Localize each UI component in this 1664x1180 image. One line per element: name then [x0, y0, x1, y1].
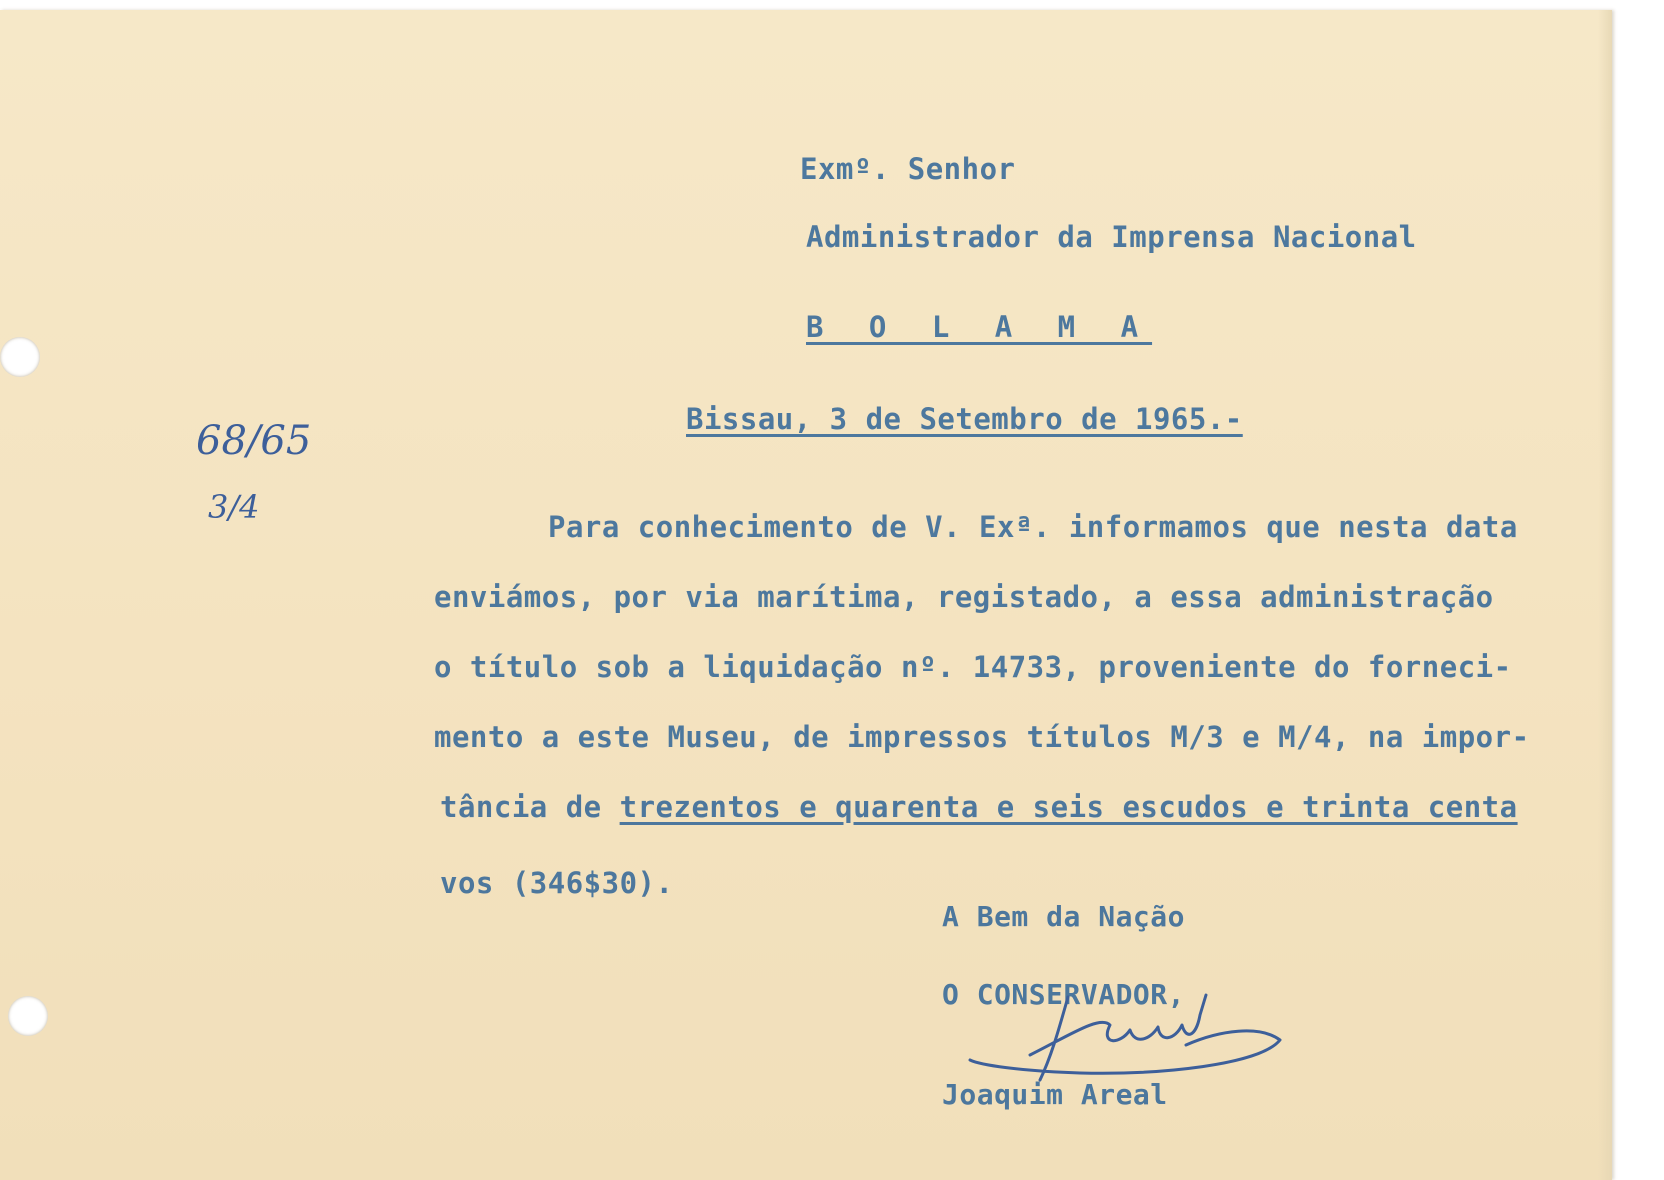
body-line-4: mento a este Museu, de impressos títulos M/3 e M/4, na impor- — [434, 720, 1530, 754]
recipient-city: B O L A M A — [806, 310, 1153, 344]
body-line-2: enviámos, por via marítima, registado, a essa administração — [434, 580, 1494, 614]
margin-reference: 68/65 — [196, 418, 312, 464]
amount-in-words: trezentos e quarenta e seis escudos e trinta centa — [619, 790, 1518, 824]
punch-hole-bottom — [8, 996, 48, 1036]
body-line-1: Para conhecimento de V. Exª. informamos que nesta data — [548, 510, 1518, 544]
date-line: Bissau, 3 de Setembro de 1965.- — [686, 402, 1243, 436]
amount-prefix: tância de — [440, 790, 620, 824]
amount-line — [440, 790, 1518, 824]
salutation: Exmº. Senhor — [800, 152, 1016, 186]
letter-page — [0, 10, 1612, 1180]
handwritten-signature — [960, 985, 1300, 1095]
body-final-line: vos (346$30). — [440, 866, 674, 900]
signatory-name: Joaquim Areal — [942, 1078, 1168, 1111]
body-line-3: o título sob a liquidação nº. 14733, proveniente do forneci- — [434, 650, 1512, 684]
punch-hole-top — [0, 337, 40, 377]
signatory-title: O CONSERVADOR, — [942, 978, 1186, 1011]
recipient-title: Administrador da Imprensa Nacional — [806, 220, 1417, 254]
margin-sub-reference: 3/4 — [208, 488, 260, 526]
closing: A Bem da Nação — [942, 900, 1186, 933]
